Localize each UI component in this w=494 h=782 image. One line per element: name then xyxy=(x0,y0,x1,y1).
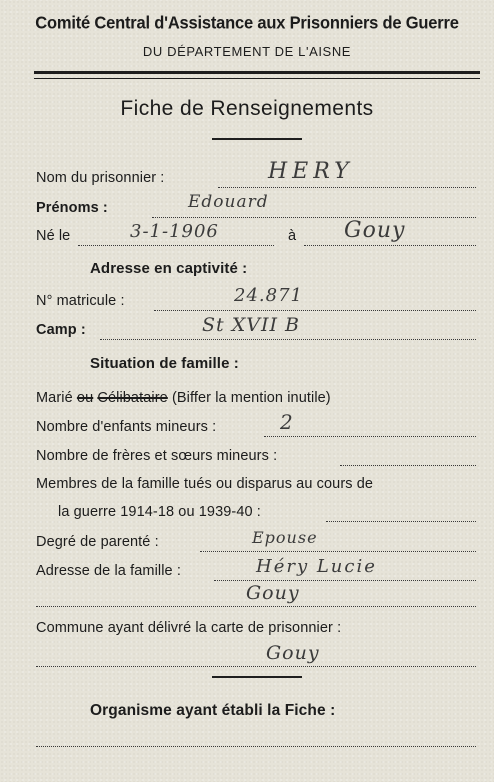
enfants-line[interactable] xyxy=(264,436,476,437)
enfants-value: 2 xyxy=(280,410,294,434)
header-rule-thin xyxy=(34,78,480,79)
matricule-line[interactable] xyxy=(154,310,476,311)
membres-line[interactable] xyxy=(326,521,476,522)
prenoms-label: Prénoms : xyxy=(36,200,108,216)
commune-label: Commune ayant délivré la carte de prisonnier : xyxy=(36,620,342,636)
nom-line[interactable] xyxy=(218,187,476,188)
matricule-value: 24.871 xyxy=(234,285,303,306)
organisme-heading: Organisme ayant établi la Fiche : xyxy=(90,702,336,719)
organization-header: Comité Central d'Assistance aux Prisonniers de Guerre xyxy=(35,13,459,33)
form-title: Fiche de Renseignements xyxy=(120,97,374,120)
adresse-value2: Gouy xyxy=(246,582,300,604)
department-subheader: DU DÉPARTEMENT DE L'AISNE xyxy=(142,44,352,59)
ne-le-line[interactable] xyxy=(78,245,274,246)
camp-value: St XVII B xyxy=(202,314,300,336)
freres-line[interactable] xyxy=(340,465,476,466)
adresse-line2[interactable] xyxy=(36,606,476,607)
marie-text: Marié xyxy=(36,390,73,406)
nom-value: HERY xyxy=(268,159,354,184)
a-line[interactable] xyxy=(304,245,476,246)
organisme-line[interactable] xyxy=(36,746,476,747)
adresse-value1: Héry Lucie xyxy=(256,556,377,577)
marie-line xyxy=(36,390,331,406)
degre-label: Degré de parenté : xyxy=(36,534,159,550)
prenoms-line[interactable] xyxy=(152,217,476,218)
title-underline xyxy=(212,138,302,140)
camp-line[interactable] xyxy=(100,339,476,340)
ne-le-label: Né le xyxy=(36,228,71,244)
camp-label: Camp : xyxy=(36,322,86,338)
membres-label-line2: la guerre 1914-18 ou 1939-40 : xyxy=(58,504,261,520)
commune-value: Gouy xyxy=(266,642,320,664)
prenoms-value: Edouard xyxy=(188,192,269,212)
degre-line[interactable] xyxy=(200,551,476,552)
a-label: à xyxy=(288,228,297,244)
captivite-heading: Adresse en captivité : xyxy=(90,260,248,277)
matricule-label: N° matricule : xyxy=(36,293,125,309)
ou-text: ou xyxy=(76,390,94,406)
membres-label-line1: Membres de la famille tués ou disparus au cours de xyxy=(36,476,374,492)
celibataire-text: Célibataire xyxy=(97,390,168,406)
enfants-label: Nombre d'enfants mineurs : xyxy=(36,419,217,435)
famille-heading: Situation de famille : xyxy=(90,355,239,372)
degre-value: Epouse xyxy=(252,528,318,547)
commune-line[interactable] xyxy=(36,666,476,667)
ne-le-value: 3-1-1906 xyxy=(130,221,219,242)
header-rule-thick xyxy=(34,71,480,74)
adresse-label: Adresse de la famille : xyxy=(36,563,181,579)
biffer-note: (Biffer la mention inutile) xyxy=(171,390,331,406)
section-divider xyxy=(212,676,302,678)
a-value: Gouy xyxy=(344,218,406,243)
freres-label: Nombre de frères et sœurs mineurs : xyxy=(36,448,278,464)
nom-label: Nom du prisonnier : xyxy=(36,170,165,186)
adresse-line1[interactable] xyxy=(214,580,476,581)
